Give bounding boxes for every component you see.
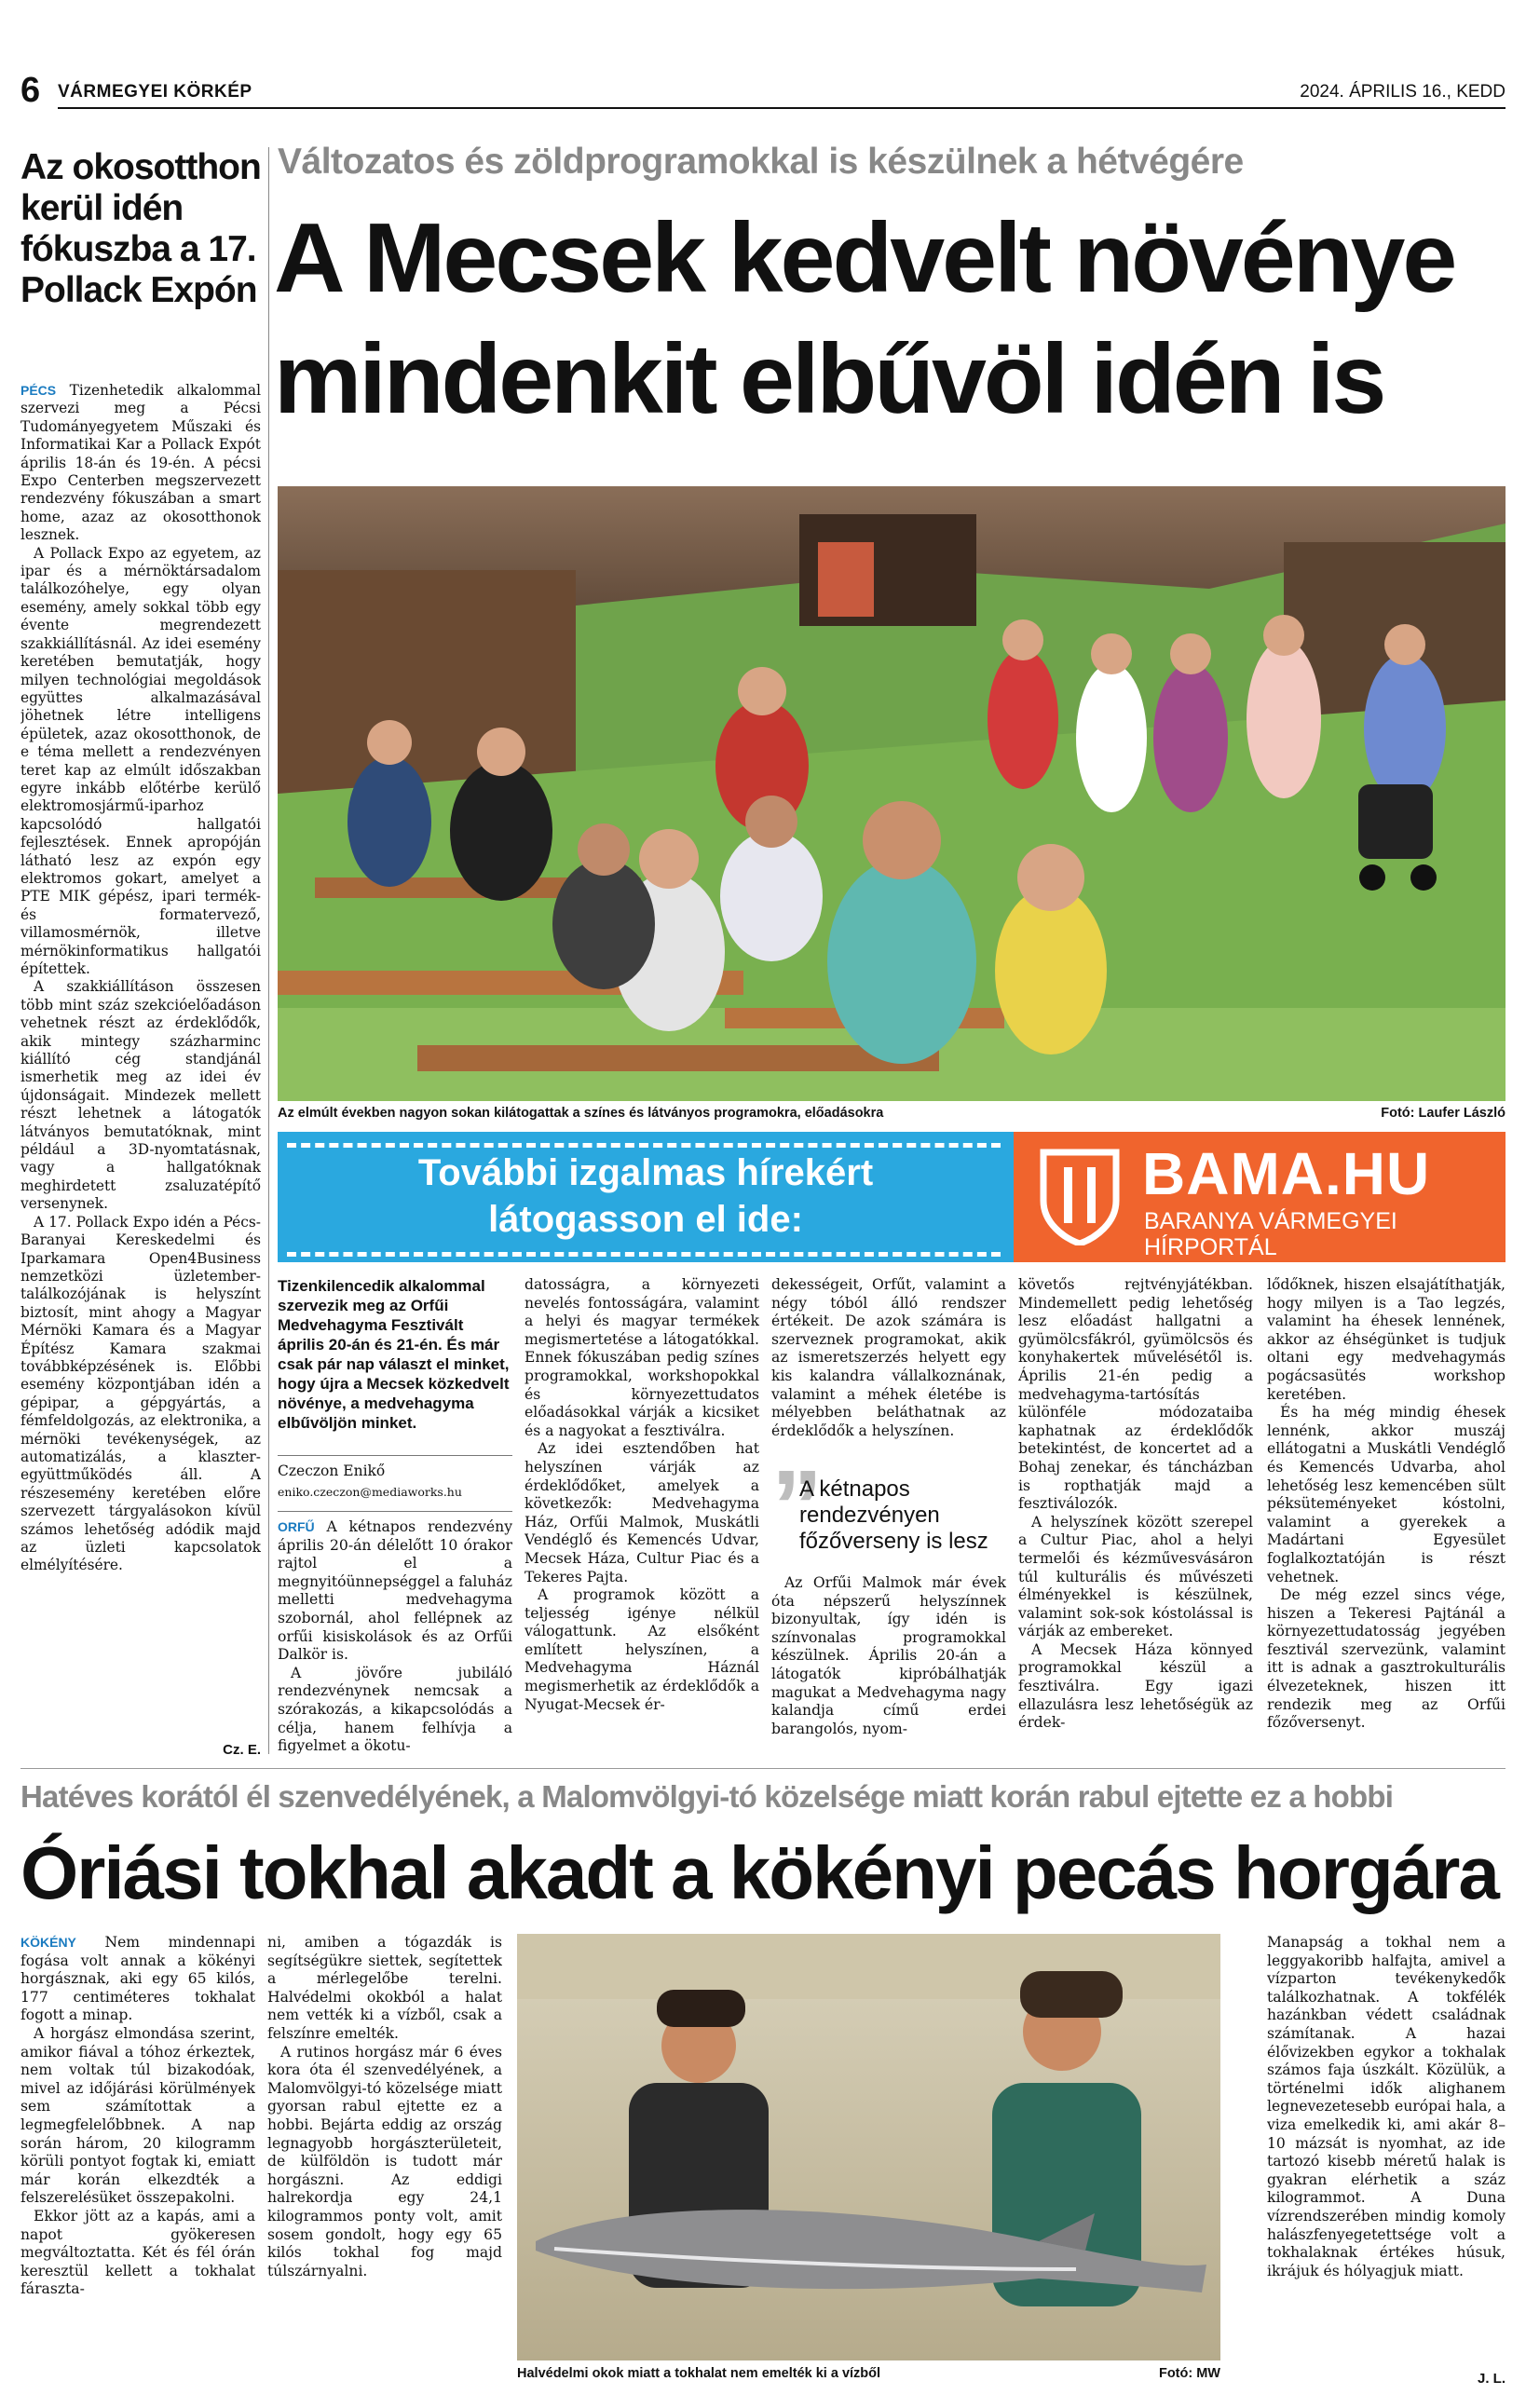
main-paragraph: követős rejtvényjátékban. Mindemellett pedig lehetőség lesz előadást hallgatni a gyümölcsfákról, gyümölcsös és konyhakertek művelésétől is. Április 21-én pedig a medvehagyma-tartósítás különféle módozataiba kaphatnak az érdeklődők betekintést, de koncertet ad a Bohaj zenekar, és táncházban is ropthatják majd a fesztiválozók. bbox=[1018, 1276, 1253, 1513]
banner-text-2: látogasson el ide: bbox=[488, 1199, 803, 1240]
main-photo-credit: Fotó: Laufer László bbox=[1381, 1106, 1506, 1121]
sidebar-paragraph: Tizenhetedik alkalommal szervezi meg a Pécsi Tudományegyetem Műszaki és Informatikai Kar a Pollack Expót április 18-án és 19-én. A pécsi Expo Centerben megszervezett rendezvény fókuszában a smart home, azaz az okosotthonok lesznek. bbox=[20, 382, 261, 544]
bama-shield-icon bbox=[1040, 1149, 1120, 1245]
main-col-3-top bbox=[771, 1276, 1006, 1462]
main-col-1 bbox=[278, 1518, 512, 1756]
lead-rule bbox=[278, 1455, 512, 1456]
main-keyword: ORFŰ bbox=[278, 1519, 315, 1534]
main-col-2 bbox=[525, 1276, 759, 1756]
bottom-paragraph: Ekkor jött az a kapás, ami a napot gyökeresen megváltoztatta. Két és fél órán keresztül kellett a tokhalat fáraszta- bbox=[20, 2207, 255, 2298]
main-paragraph: datosságra, a környezeti nevelés fontosságára, valamint a helyi és magyar termékek megismertetése a látogatókkal. Ennek fókuszában pedig színes programokkal, workshopokkal és környezettudatos előadásokkal várják a kicsiket és a nagyokat a fesztiválra. bbox=[525, 1276, 759, 1439]
main-headline-1: A Mecsek kedvelt növénye bbox=[274, 203, 1455, 313]
bottom-keyword: KÖKÉNY bbox=[20, 1935, 76, 1950]
bama-banner[interactable] bbox=[278, 1132, 1506, 1262]
main-paragraph: A helyszínek között szerepel a Cultur Piac, ahol a helyi termelői és kézművesvásáron túl kulturális és művészeti élményekkel is készülnek, valamint sok-sok kóstolással is várják az embereket. bbox=[1018, 1513, 1253, 1640]
main-paragraph: De még ezzel sincs vége, hiszen a Tekeresi Pajtánál a környezettudatosság jegyében fesztivál szervezünk, valamint itt is adnak a gasztrokulturális élvezeteknek, hiszen itt rendezik meg az Orfűi főzőversenyt. bbox=[1267, 1586, 1506, 1732]
bottom-photo-credit: Fotó: MW bbox=[1158, 2366, 1220, 2381]
page-number: 6 bbox=[20, 71, 41, 110]
main-paragraph: A jövőre jubiláló rendezvénynek nemcsak a szórakozás, a kikapcsolódás a célja, hanem felhívja a figyelmet a ökotu- bbox=[278, 1664, 512, 1755]
bottom-paragraph: Nem mindennapi fogása volt annak a kökényi horgásznak, aki egy 65 kilós, 177 centiméteres tokhalat fogott a minap. bbox=[20, 1934, 255, 2024]
main-paragraph: lődőknek, hiszen elsajátíthatják, hogy milyen is a Tao legzés, valamint ha éhesek lennének, akkor az éhségünket is tudjuk oltani egy medvehagymás pogácsasütés workshop keretében. bbox=[1267, 1276, 1506, 1403]
bottom-paragraph: Manapság a tokhal nem a leggyakoribb halfajta, amivel a vízparton tevékenykedők találkozhatnak. A tokfélék hazánkban védett családnak számítanak. A hazai élővizekben egykor a tokhalak számos faja úszkált. Közülük, a történelmi idők alighanem legnevezetesebb európai hala, a viza emelkedik ki, ami akár 8–10 mázsát is nyomhat, az ide tartozó kisebb méretű halak is gyakran elérhetik a száz kilogrammot. A Duna vízrendszerében mindig komoly halászfenyegetettsége volt a tokhalaknak értékes húsuk, ikrájuk és hólyagjuk miatt. bbox=[1267, 1934, 1506, 2279]
festival-photo bbox=[278, 486, 1506, 1101]
main-col-4 bbox=[1018, 1276, 1253, 1756]
header-rule bbox=[58, 107, 1506, 109]
main-paragraph: A programok között a teljesség igénye nélkül válogattunk. Az elsőként említett helyszínen, a Medvehagyma Háznál megismerhetik az érdeklődők a Nyugat-Mecsek ér- bbox=[525, 1586, 759, 1713]
sidebar-paragraph: A Pollack Expo az egyetem, az ipar és a mérnöktársadalom találkozóhelye, egy olyan esemény, amely sokkal több egy évente megrendezett szakkiállításnál. Az idei esemény keretében bemutatják, hogy milyen technológiai megoldások együttes alkalmazásával jöhetnek létre intelligens épületek, azaz okosotthonok, de e téma mellett a rendezvényen teret kap az elmúlt időszakban egyre inkább előtérbe kerülő elektromosjármű-iparhoz kapcsolódó hallgatói fejlesztések. Ennek apropóján látható lesz az expón egy elektromos gokart, amelyet a PTE MIK gépész, ipari termék- és formatervező, villamosmérnök, illetve mérnökinformatikus hallgatói építettek. bbox=[20, 544, 261, 977]
bottom-col-3 bbox=[1267, 1934, 1506, 2372]
festival-photo-art bbox=[278, 486, 1506, 1101]
bottom-signature: J. L. bbox=[1477, 2371, 1506, 2387]
sidebar-paragraph: A szakkiállításon összesen több mint száz szekcióelőadáson vehetnek részt az érdeklődők, akik mintegy százharminc kiállító cég standjánál ismerhetik meg az idei év újdonságait. Mindezek mellett részt lehetnek a látogatók látványos bemutatóknak, mint például a 3D-nyomtatásnak, vagy a hallgatóknak meghirdetett zsaluzatépítő versenynek. bbox=[20, 978, 261, 1213]
bottom-photo-caption: Halvédelmi okok miatt a tokhalat nem emelték ki a vízből bbox=[517, 2366, 881, 2381]
bottom-paragraph: A rutinos horgász már 6 éves kora óta él szenvedélyének, a Malomvölgyi-tó közelsége miatt gyorsan rabul ejtette ez a hobbi. Bejárta eddig az ország legnagyobb horgászterületeit, de külföldön is tudott már horgászni. Az eddigi halrekordja egy 24,1 kilogrammos ponty volt, amit sosem gondolt, hogy egy 65 kilós tokhal fog majd túlszárnyalni. bbox=[267, 2043, 502, 2279]
main-paragraph: És ha még mindig éhesek lennénk, akkor muszáj ellátogatni a Muskátli Vendéglő és Kemencés Udvarba, ahol lehetőség lesz kemencében sült péksüteményeket kóstolni, valamint a gyerekek a Madártani Egyesület foglalkoztatóján is részt vehetnek. bbox=[1267, 1404, 1506, 1585]
sturgeon-photo-art bbox=[517, 1934, 1220, 2360]
bama-sub-2: HÍRPORTÁL bbox=[1144, 1234, 1277, 1260]
main-paragraph: A kétnapos rendezvény április 20-án délelőtt 10 órakor rajtol el a megnyitóünnepséggel a faluház melletti medvehagyma szobornál, ahol fellépnek az orfűi kisiskolások és az Orfűi Dalkör is. bbox=[278, 1518, 512, 1664]
main-author: Czeczon Enikő bbox=[278, 1462, 386, 1479]
main-paragraph: dekességeit, Orfűt, valamint a négy tóból álló rendszer értékeit. De azok számára is szerveznek programokat, akik az ismeretszerzés helyett egy kis kalandra vállalkoznának, valamint a méhek életébe is mélyebben beláthatnak az érdeklődők a helyszínen. bbox=[771, 1276, 1006, 1439]
section-title: VÁRMEGYEI KÖRKÉP bbox=[58, 82, 252, 102]
sidebar-keyword: PÉCS bbox=[20, 383, 57, 398]
main-author-email: eniko.czeczon@mediaworks.hu bbox=[278, 1485, 462, 1499]
sidebar-headline: Az okosotthon kerül idén fókuszba a 17. Pollack Expón bbox=[20, 147, 261, 310]
main-photo-caption: Az elmúlt években nagyon sokan kilátogattak a színes és látványos programokra, előadásokra bbox=[278, 1106, 884, 1121]
issue-date: 2024. ÁPRILIS 16., KEDD bbox=[1300, 82, 1506, 102]
sidebar-signature: Cz. E. bbox=[223, 1742, 261, 1758]
main-paragraph: Az Orfűi Malmok már évek óta népszerű helyszínnek bizonyultak, így idén is színvonalas programokkal készülnek. Április 20-án a látogatók kipróbálhatják magukat a Medvehagyma nagy kalandja című erdei barangolós, nyom- bbox=[771, 1574, 1006, 1737]
section-divider bbox=[20, 1768, 1506, 1769]
main-col-5 bbox=[1267, 1276, 1506, 1756]
email-rule bbox=[278, 1511, 512, 1512]
banner-text-1: További izgalmas hírekért bbox=[417, 1152, 874, 1193]
bama-brand: BAMA.HU bbox=[1142, 1140, 1431, 1207]
bottom-paragraph: ni, amiben a tógazdák is segítségükre siettek, segítettek a mérlegelőbe terelni. Halvédelmi okokból a halat nem vették ki a vízből, csak a felszínre emelték. bbox=[267, 1934, 502, 2042]
main-paragraph: A Mecsek Háza könnyed programokkal készül a fesztiválra. Egy igazi ellazulásra lesz lehetőségük az érdek- bbox=[1018, 1640, 1253, 1732]
main-headline-2: mindenkit elbűvöl idén is bbox=[274, 324, 1384, 434]
bama-sub-1: BARANYA VÁRMEGYEI bbox=[1144, 1208, 1397, 1234]
pull-quote bbox=[771, 1449, 1006, 1565]
sturgeon-photo bbox=[517, 1934, 1220, 2360]
sidebar-divider bbox=[268, 147, 269, 1754]
bottom-col-2 bbox=[267, 1934, 502, 2390]
main-col-3-bottom bbox=[771, 1574, 1006, 1756]
banner-left-panel bbox=[278, 1132, 1014, 1262]
sidebar-body bbox=[20, 382, 261, 1751]
main-paragraph: Az idei esztendőben hat helyszínen várják az érdeklődőket, amelyek a következők: Medvehagyma Ház, Orfűi Malmok, Muskátli Vendéglő és Kemencés Udvar, Mecsek Háza, Cultur Piac és a Tekeres Pajta. bbox=[525, 1440, 759, 1585]
bottom-headline: Óriási tokhal akadt a kökényi pecás horgára bbox=[20, 1831, 1498, 1914]
bottom-kicker: Hatéves korától él szenvedélyének, a Malomvölgyi-tó közelsége miatt korán rabul ejtette ez a hobbi bbox=[20, 1779, 1394, 1814]
pull-quote-text: A kétnapos rendezvényen főzőverseny is lesz bbox=[799, 1476, 988, 1554]
bottom-paragraph: A horgász elmondása szerint, amikor fiával a tóhoz érkeztek, nem voltak túl bizakodóak, mivel az időjárási körülmények sem számítottak a legmegfelelőbbnek. A nap során három, 20 kilogramm körüli pontyot fogtak ki, emiatt már korán elkezdték a felszerelésüket összepakolni. bbox=[20, 2024, 255, 2207]
quote-mark-icon: ” bbox=[771, 1449, 823, 1564]
banner-right-panel[interactable] bbox=[1014, 1132, 1506, 1262]
main-lead: Tizenkilencedik alkalommal szervezik meg az Orfűi Medvehagyma Fesztivált április 20-án és 21-én. És már csak pár nap választ el minket, hogy újra a Mecsek közkedvelt növénye, a medvehagyma elbűvöljön minket. bbox=[278, 1277, 510, 1432]
bottom-col-1 bbox=[20, 1934, 255, 2390]
sidebar-paragraph: A 17. Pollack Expo idén a Pécs-Baranyai Kereskedelmi és Iparkamara Open4Business nemzetközi üzletember-találkozójának is helyszínt biztosít, mint ahogy a Magyar Mérnöki Kamara és a Magyar Építész Kamara szakmai továbbképzésének is. Előbbi esemény központjában idén a gépipar, a gépgyártás, a fémfeldolgozás, az elektronika, a mérnöki tevékenységek, az automatizálás, a klaszter-együttműködés áll. A részesemény keretében előre szervezett tárgyalásokon kívül számos lehetőség adódik majd az üzleti kapcsolatok elmélyítésére. bbox=[20, 1213, 261, 1574]
main-kicker: Változatos és zöldprogramokkal is készülnek a hétvégére bbox=[278, 142, 1244, 182]
